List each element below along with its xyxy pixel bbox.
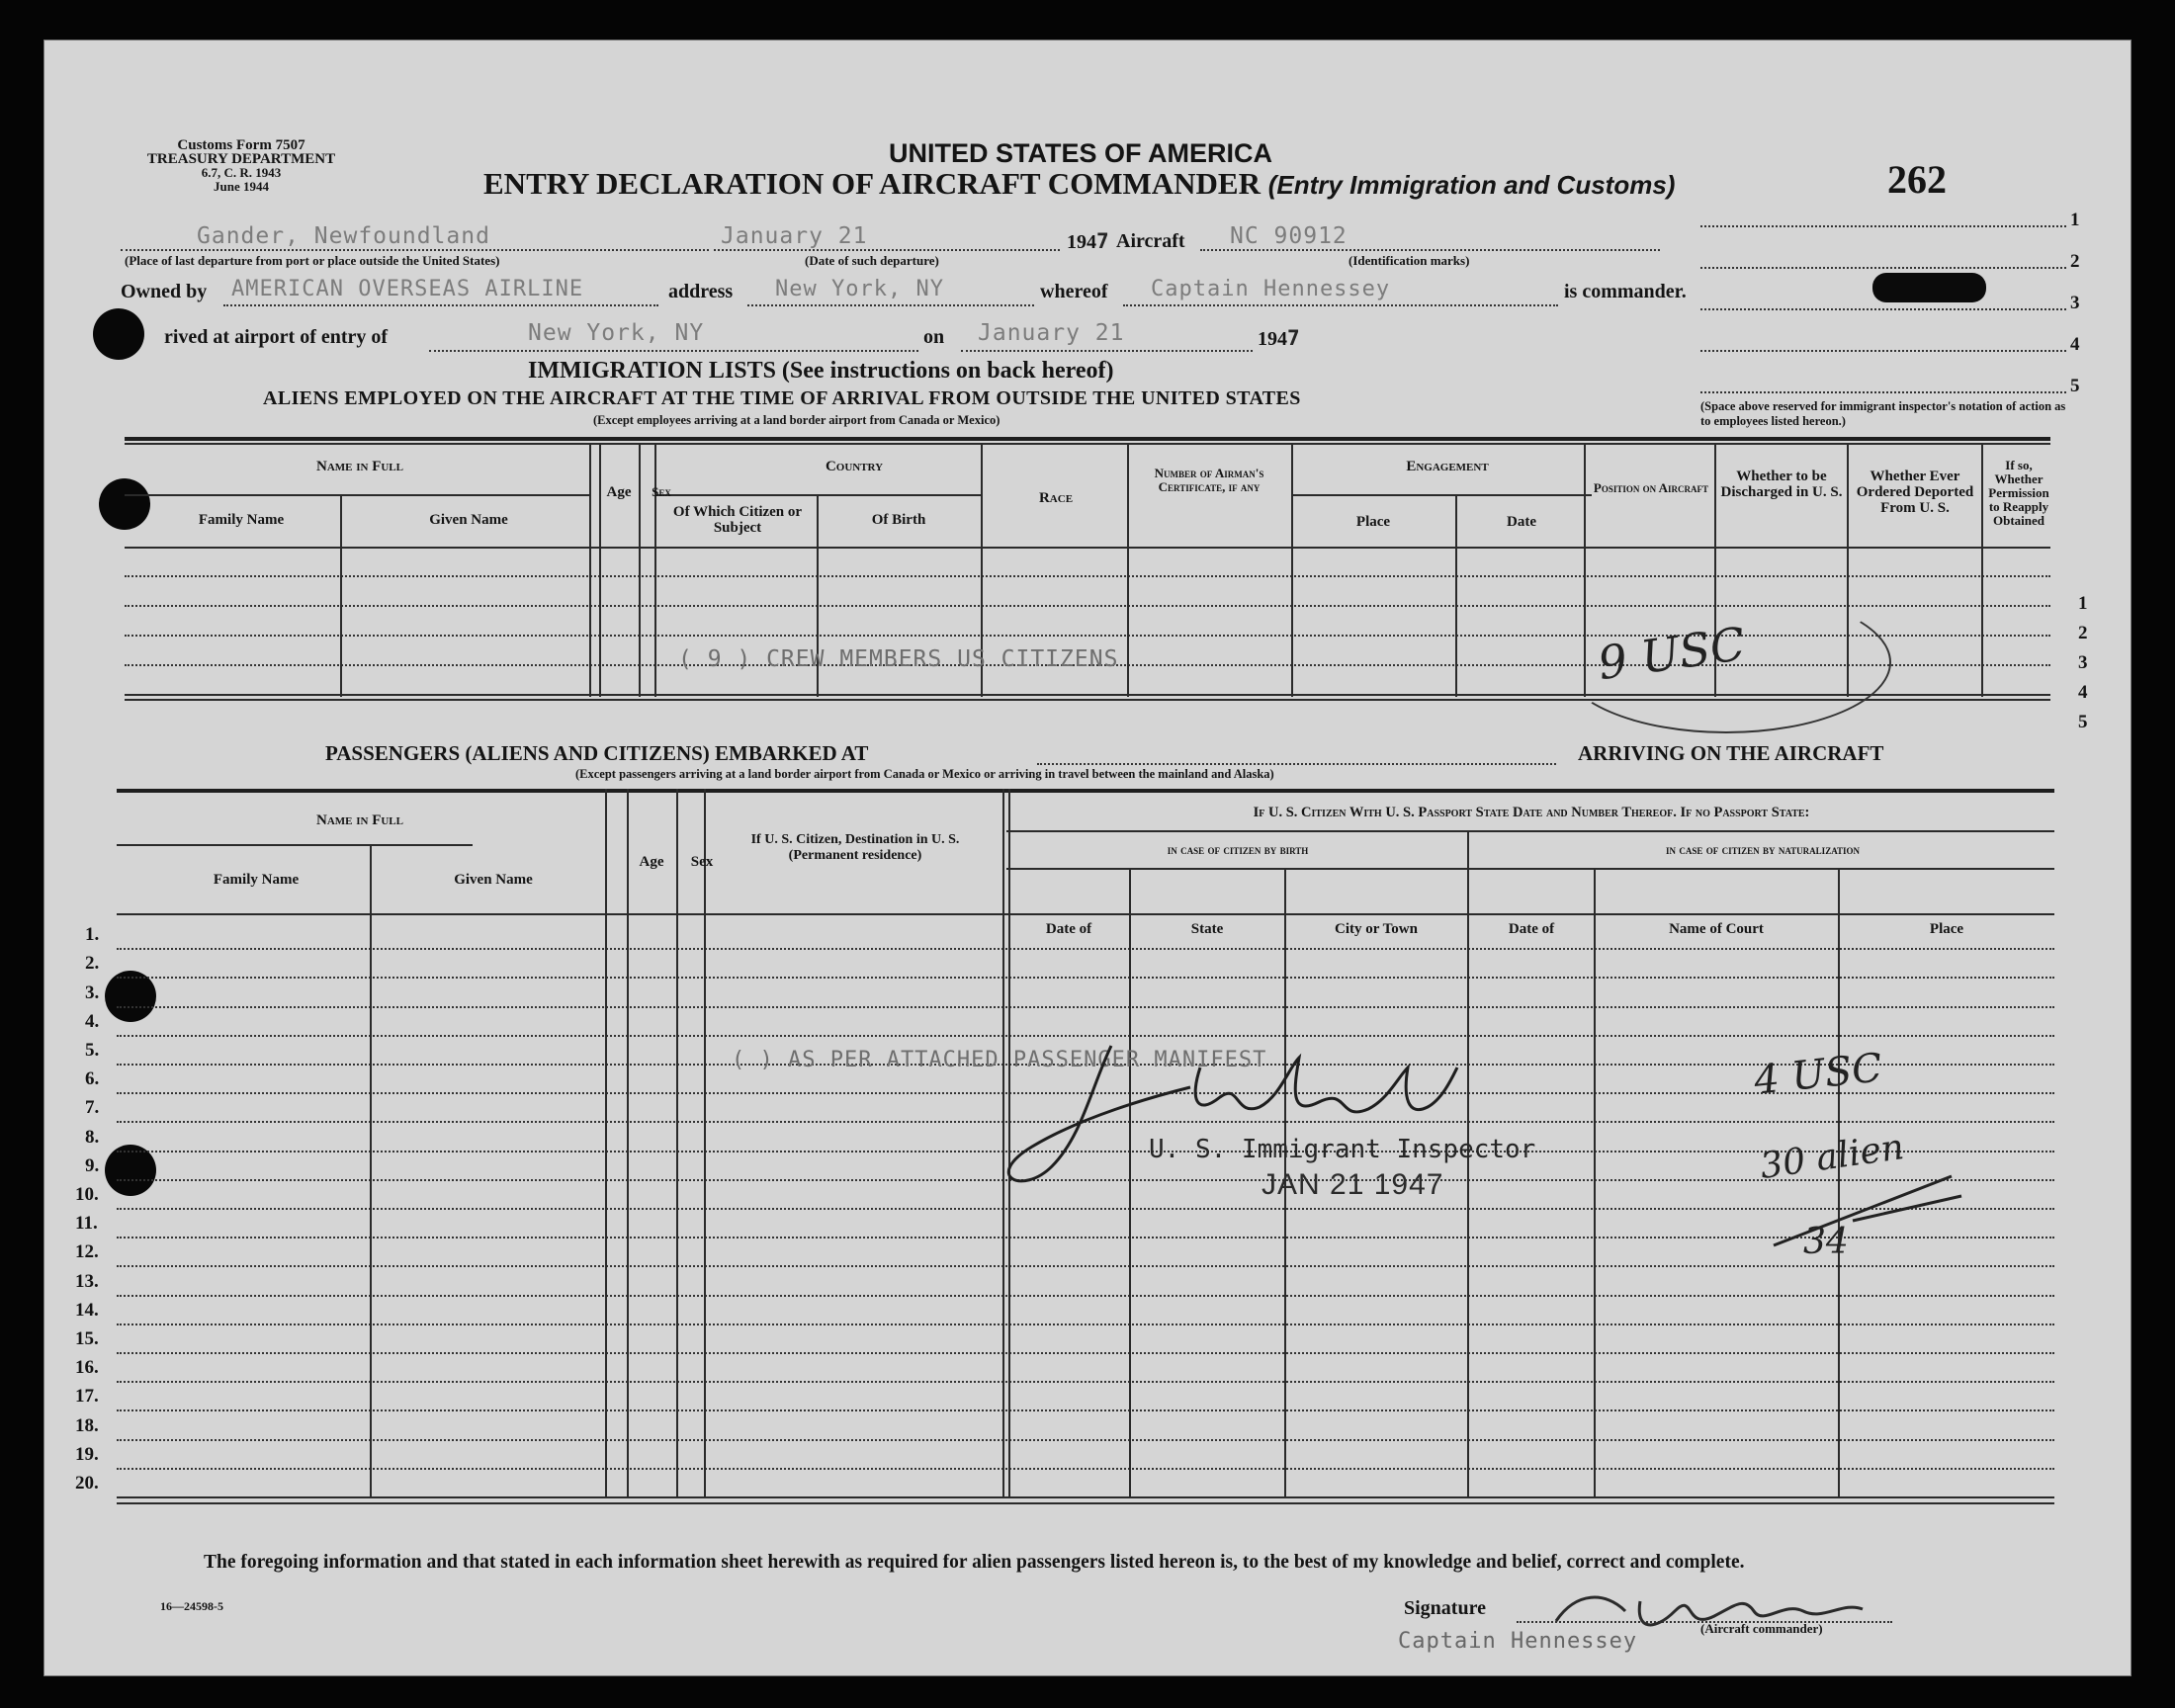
- is-commander-label: is commander.: [1564, 281, 1687, 302]
- passenger-row-number: 5.: [85, 1040, 100, 1061]
- form-regulation: 6.7, C. R. 1943: [201, 165, 282, 180]
- address-label: address: [668, 281, 734, 302]
- col-citizen-of: Of Which Citizen or Subject: [672, 504, 803, 536]
- passenger-row-number: 19.: [75, 1444, 99, 1465]
- passenger-row-number: 11.: [75, 1213, 98, 1234]
- departure-date-caption: (Date of such departure): [805, 253, 939, 268]
- passenger-row-number: 15.: [75, 1328, 99, 1349]
- form-id-block: [113, 138, 370, 194]
- col-position: Position on Aircraft: [1593, 480, 1709, 495]
- crew-mark-circle: [1561, 591, 1891, 733]
- col-certificate: Number of Airman's Certificate, if any: [1154, 466, 1264, 494]
- passenger-row-number: 8.: [85, 1127, 100, 1148]
- manifest-note: ( ) AS PER ATTACHED PASSENGER MANIFEST: [732, 1048, 1267, 1072]
- margin-number: 3: [2070, 293, 2080, 313]
- table-row: [117, 1006, 2054, 1008]
- declaration-statement: The foregoing information and that stated in each information sheet herewith as required for alien passengers listed hereon is, to the best of my knowledge and belief, correct and complete.: [204, 1552, 1745, 1573]
- passenger-row-number: 1.: [85, 924, 100, 945]
- table-row: [117, 1352, 2054, 1354]
- passenger-row-number: 16.: [75, 1357, 99, 1378]
- signature-caption: (Aircraft commander): [1700, 1621, 1823, 1636]
- pax-col-sex: Sex: [690, 854, 714, 870]
- col-reapply-permission: If so, Whether Permission to Reapply Obtained: [1988, 458, 2049, 528]
- passenger-row-number: 13.: [75, 1271, 99, 1292]
- passengers-title-left: PASSENGERS (ALIENS AND CITIZENS) EMBARKED AT: [325, 741, 869, 765]
- pax-col-name-in-full: Name in Full: [315, 812, 403, 828]
- pax-col-date-of: Date of: [1045, 921, 1092, 937]
- crew-row-number: 3: [2078, 652, 2088, 673]
- inspector-title: U. S. Immigrant Inspector: [1149, 1135, 1536, 1164]
- table-row: [117, 1439, 2054, 1441]
- form-date: June 1944: [214, 179, 269, 194]
- passenger-row-number: 9.: [85, 1155, 100, 1176]
- captain-name: Captain Hennessey: [1398, 1629, 1638, 1654]
- margin-number: 5: [2070, 376, 2080, 396]
- pax-col-destination: If U. S. Citizen, Destination in U. S. (Permanent residence): [750, 832, 960, 863]
- passenger-row-number: 4.: [85, 1011, 100, 1032]
- hand-note: 30 alien: [1757, 1127, 1907, 1187]
- col-race: Race: [1038, 490, 1074, 506]
- immigration-subtitle: ALIENS EMPLOYED ON THE AIRCRAFT AT THE TIME OF ARRIVAL FROM OUTSIDE THE UNITED STATES: [263, 387, 1301, 409]
- departure-year: 1947: [1067, 229, 1109, 253]
- table-row: [117, 1295, 2054, 1297]
- table-row: [117, 977, 2054, 979]
- arrival-airport-value: New York, NY: [528, 320, 705, 346]
- margin-note: (Space above reserved for immigrant inspector's notation of action as to employees listed hereon.): [1700, 399, 2066, 428]
- pax-col-age: Age: [639, 854, 664, 870]
- table-row: [117, 1324, 2054, 1325]
- immigration-title: IMMIGRATION LISTS (See instructions on back hereof): [528, 358, 1114, 384]
- signature-label: Signature: [1404, 1597, 1486, 1619]
- pax-col-given-name: Given Name: [454, 872, 533, 888]
- col-family-name: Family Name: [198, 512, 285, 528]
- owner-value: AMERICAN OVERSEAS AIRLINE: [231, 277, 584, 301]
- passenger-row-number: 10.: [75, 1184, 99, 1205]
- col-given-name: Given Name: [429, 512, 508, 528]
- col-country-of-birth: Of Birth: [871, 512, 926, 528]
- aircraft-label: Aircraft: [1116, 230, 1185, 252]
- pax-col-place: Place: [1929, 921, 1964, 937]
- col-country: Country: [825, 459, 884, 474]
- customs-form-number: Customs Form 7507: [177, 137, 305, 153]
- binder-hole: [93, 308, 144, 360]
- margin-number: 4: [2070, 334, 2080, 355]
- hand-note-strokes: [1754, 1137, 1971, 1255]
- passengers-note: (Except passengers arriving at a land border airport from Canada or Mexico or arriving in travel between the mainland and Alaska): [575, 767, 1274, 781]
- document-sheet: [44, 40, 2132, 1676]
- pax-col-state: State: [1190, 921, 1224, 937]
- hand-note: 4 USC: [1751, 1045, 1884, 1104]
- crew-handwritten-mark: 9 USC: [1594, 616, 1749, 691]
- pax-col-passport: If U. S. Citizen With U. S. Passport State Date and Number Thereof. If no Passport State:: [1253, 805, 1810, 820]
- col-engagement-place: Place: [1355, 514, 1391, 530]
- commander-value: Captain Hennessey: [1151, 277, 1391, 301]
- col-engagement: Engagement: [1406, 459, 1489, 474]
- table-row: [117, 1265, 2054, 1267]
- crew-row-number: 2: [2078, 623, 2088, 643]
- col-name-in-full: Name in Full: [315, 459, 403, 474]
- passenger-row-number: 2.: [85, 953, 100, 974]
- last-departure-value: Gander, Newfoundland: [197, 223, 490, 249]
- departure-date-value: January 21: [721, 223, 868, 249]
- address-value: New York, NY: [775, 277, 944, 301]
- margin-number: 1: [2070, 210, 2080, 230]
- col-age: Age: [606, 484, 632, 500]
- page-number: 262: [1887, 157, 1947, 202]
- passenger-row-number: 7.: [85, 1097, 100, 1118]
- pax-col-by-naturalization: in case of citizen by naturalization: [1665, 842, 1861, 857]
- crew-row-number: 4: [2078, 682, 2088, 703]
- passenger-row-number: 18.: [75, 1415, 99, 1436]
- pax-col-city: City or Town: [1335, 921, 1418, 937]
- arrived-label: rived at airport of entry of: [164, 326, 389, 348]
- print-code: 16—24598-5: [160, 1599, 223, 1613]
- aircraft-id-value: NC 90912: [1230, 223, 1348, 249]
- passenger-row-number: 14.: [75, 1300, 99, 1321]
- inspector-signature: [993, 1028, 1507, 1206]
- on-label: on: [923, 326, 945, 348]
- col-sex: Sex: [652, 484, 671, 499]
- col-deported: Whether Ever Ordered Deported From U. S.: [1856, 469, 1974, 516]
- passengers-title-right: ARRIVING ON THE AIRCRAFT: [1578, 741, 1884, 765]
- inspection-date-stamp: JAN 21 1947: [1262, 1168, 1444, 1201]
- col-discharged: Whether to be Discharged in U. S.: [1720, 469, 1843, 500]
- page-title: [483, 166, 1675, 202]
- margin-number: 2: [2070, 251, 2080, 272]
- table-row: [117, 1468, 2054, 1470]
- pax-col-court: Name of Court: [1669, 921, 1764, 937]
- passenger-row-number: 6.: [85, 1068, 100, 1089]
- passenger-row-number: 3.: [85, 982, 100, 1003]
- pax-col-by-birth: in case of citizen by birth: [1167, 842, 1309, 857]
- pax-col-family-name: Family Name: [213, 872, 300, 888]
- col-engagement-date: Date: [1507, 514, 1536, 530]
- crew-row-number: 5: [2078, 712, 2088, 732]
- passenger-row-number: 12.: [75, 1241, 99, 1262]
- binder-hole: [99, 478, 150, 530]
- arrival-year: 1947: [1258, 326, 1300, 350]
- aircraft-caption: (Identification marks): [1348, 253, 1470, 268]
- passenger-row-number: 20.: [75, 1473, 99, 1494]
- table-row: [117, 948, 2054, 950]
- title-main: ENTRY DECLARATION OF AIRCRAFT COMMANDER: [483, 166, 1261, 201]
- table-row: [117, 1381, 2054, 1383]
- table-row: [117, 1409, 2054, 1411]
- hand-note: 34: [1803, 1222, 1849, 1262]
- whereof-label: whereof: [1040, 281, 1108, 302]
- pax-col-naturalization-date: Date of: [1508, 921, 1555, 937]
- crew-row-number: 1: [2078, 593, 2088, 614]
- passenger-row-number: 17.: [75, 1386, 99, 1407]
- title-italic: (Entry Immigration and Customs): [1267, 170, 1676, 200]
- last-departure-caption: (Place of last departure from port or place outside the United States): [125, 253, 500, 268]
- redaction-blot: [1872, 273, 1986, 302]
- crew-note: ( 9 ) CREW MEMBERS US CITIZENS: [678, 646, 1119, 672]
- country-heading: UNITED STATES OF AMERICA: [889, 138, 1272, 168]
- department-name: TREASURY DEPARTMENT: [146, 151, 336, 167]
- immigration-note: (Except employees arriving at a land border airport from Canada or Mexico): [593, 413, 1000, 427]
- arrival-date-value: January 21: [978, 320, 1125, 346]
- owned-by-label: Owned by: [121, 281, 208, 302]
